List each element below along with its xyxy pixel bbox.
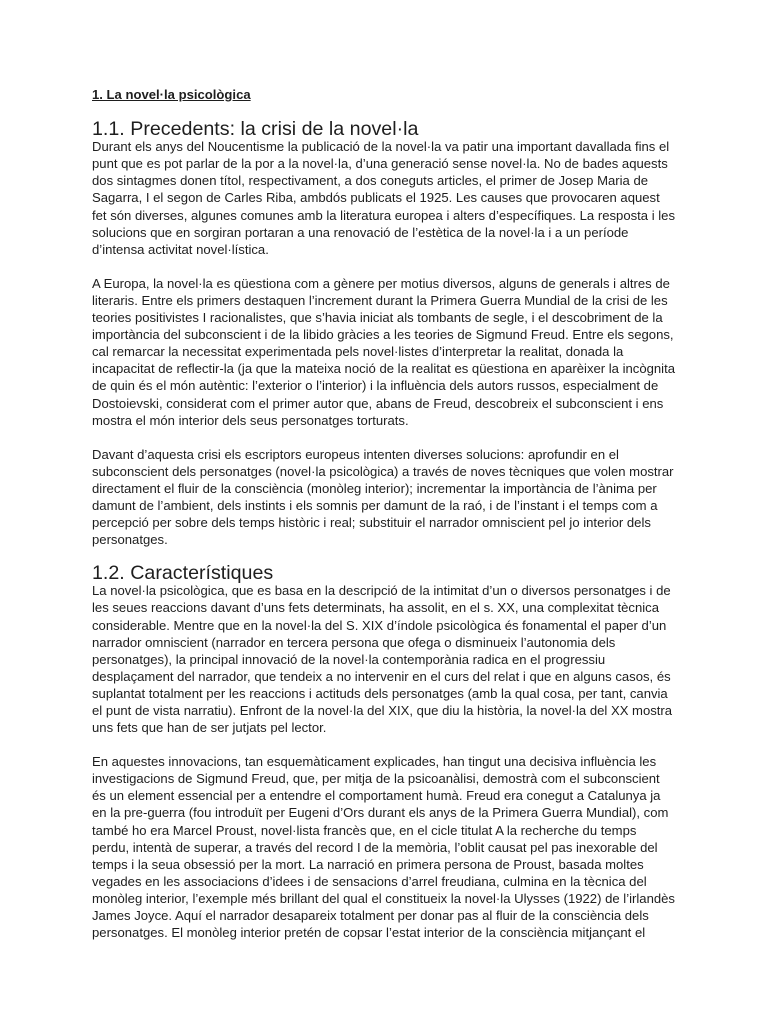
paragraph: A Europa, la novel·la es qüestiona com a gènere per motius diversos, alguns de generals i altres de literaris. Entre els primers destaquen l’increment durant la Primera Guerra Mundial de la crisi de les teories positivistes I racionalistes, que s’havia iniciat als tombants de segle, i el descobriment de la importància del subconscient i de la libido gràcies a les teories de Sigmund Freud. Entre els segons, cal remarcar la necessitat experimentada pels novel·listes d’interpretar la realitat, donada la incapacitat de reflectir-la (ja que la mateixa noció de la realitat es qüestiona en aparèixer la incògnita de quin és el món autèntic: l’exterior o l’interior) i la influència dels autors russos, especialment de Dostoievski, considerat com el primer autor que, abans de Freud, descobreix el subconscient i ens mostra el món interior dels seus personatges torturats. (92, 275, 676, 428)
section-precedents (92, 118, 676, 548)
section-caracteristiques (92, 562, 676, 941)
section-heading: 1.2. Característiques (92, 562, 274, 585)
document-title: 1. La novel·la psicològica (92, 87, 251, 102)
section-heading: 1.1. Precedents: la crisi de la novel·la (92, 118, 419, 141)
paragraph: En aquestes innovacions, tan esquemàticament explicades, han tingut una decisiva influència les investigacions de Sigmund Freud, que, per mitja de la psicoanàlisi, demostrà com el subconscient és un element essencial per a entendre el comportament humà. Freud era conegut a Catalunya ja en la pre-guerra (fou introduït per Eugeni d’Ors durant els anys de la Primera Guerra Mundial), com també ho era Marcel Proust, novel·lista francès que, en el cicle titulat A la recherche du temps perdu, intentà de superar, a través del record I de la memòria, l’oblit causat pel pas inexorable del temps i la seua obsessió per la mort. La narració en primera persona de Proust, basada moltes vegades en les associacions d’idees i de sensacions d’arrel freudiana, culmina en la tècnica del monòleg interior, l’exemple més brillant del qual el constitueix la novel·la Ulysses (1922) de l’irlandès James Joyce. Aquí el narrador desapareix totalment per donar pas al fluir de la consciència dels personatges. El monòleg interior pretén de copsar l’estat interior de la consciència mitjançant el (92, 754, 675, 941)
paragraph: Davant d’aquesta crisi els escriptors europeus intenten diverses solucions: aprofundir en el subconscient dels personatges (novel·la psicològica) a través de noves tècniques que volen mostrar directament el fluir de la consciència (monòleg interior); incrementar la importància de l’ànima per damunt de l’ambient, dels instints i els somnis per damunt de la raó, i de l’instant i el temps com a percepció per sobre dels temps històric i real; substituir el narrador omniscient pel jo interior dels personatges. (92, 446, 674, 548)
paragraph: Durant els anys del Noucentisme la publicació de la novel·la va patir una important davallada fins el punt que es pot parlar de la por a la novel·la, d’una generació sense novel·la. No de bades aquests dos sintagmes donen títol, respectivament, a dos coneguts articles, el primer de Josep Maria de Sagarra, I el segon de Carles Riba, ambdós publicats el 1925. Les causes que provocaren aquest fet són diverses, algunes comunes amb la literatura europea i alters d’específiques. La resposta i les solucions que en sorgiran portaran a una renovació de l’estètica de la novel·la i a un període d’intensa activitat novel·lística. (92, 139, 675, 257)
paragraph: La novel·la psicològica, que es basa en la descripció de la intimitat d’un o diversos personatges i de les seues reaccions davant d’uns fets determinats, ha assolit, en el s. XX, una complexitat tècnica considerable. Mentre que en la novel·la del S. XIX d’índole psicològica és fonamental el paper d’un narrador omniscient (narrador en tercera persona que ofega o disminueix l’autonomia dels personatges), la principal innovació de la novel·la contemporània radica en el progressiu desplaçament del narrador, que tendeix a no intervenir en el curs del relat i que en alguns casos, és suplantat totalment per les reaccions i actituds dels personatges (amb la qual cosa, per tant, canvia el punt de vista narratiu). Enfront de la novel·la del XIX, que diu la història, la novel·la del XX mostra uns fets que han de ser jutjats pel lector. (92, 583, 673, 736)
